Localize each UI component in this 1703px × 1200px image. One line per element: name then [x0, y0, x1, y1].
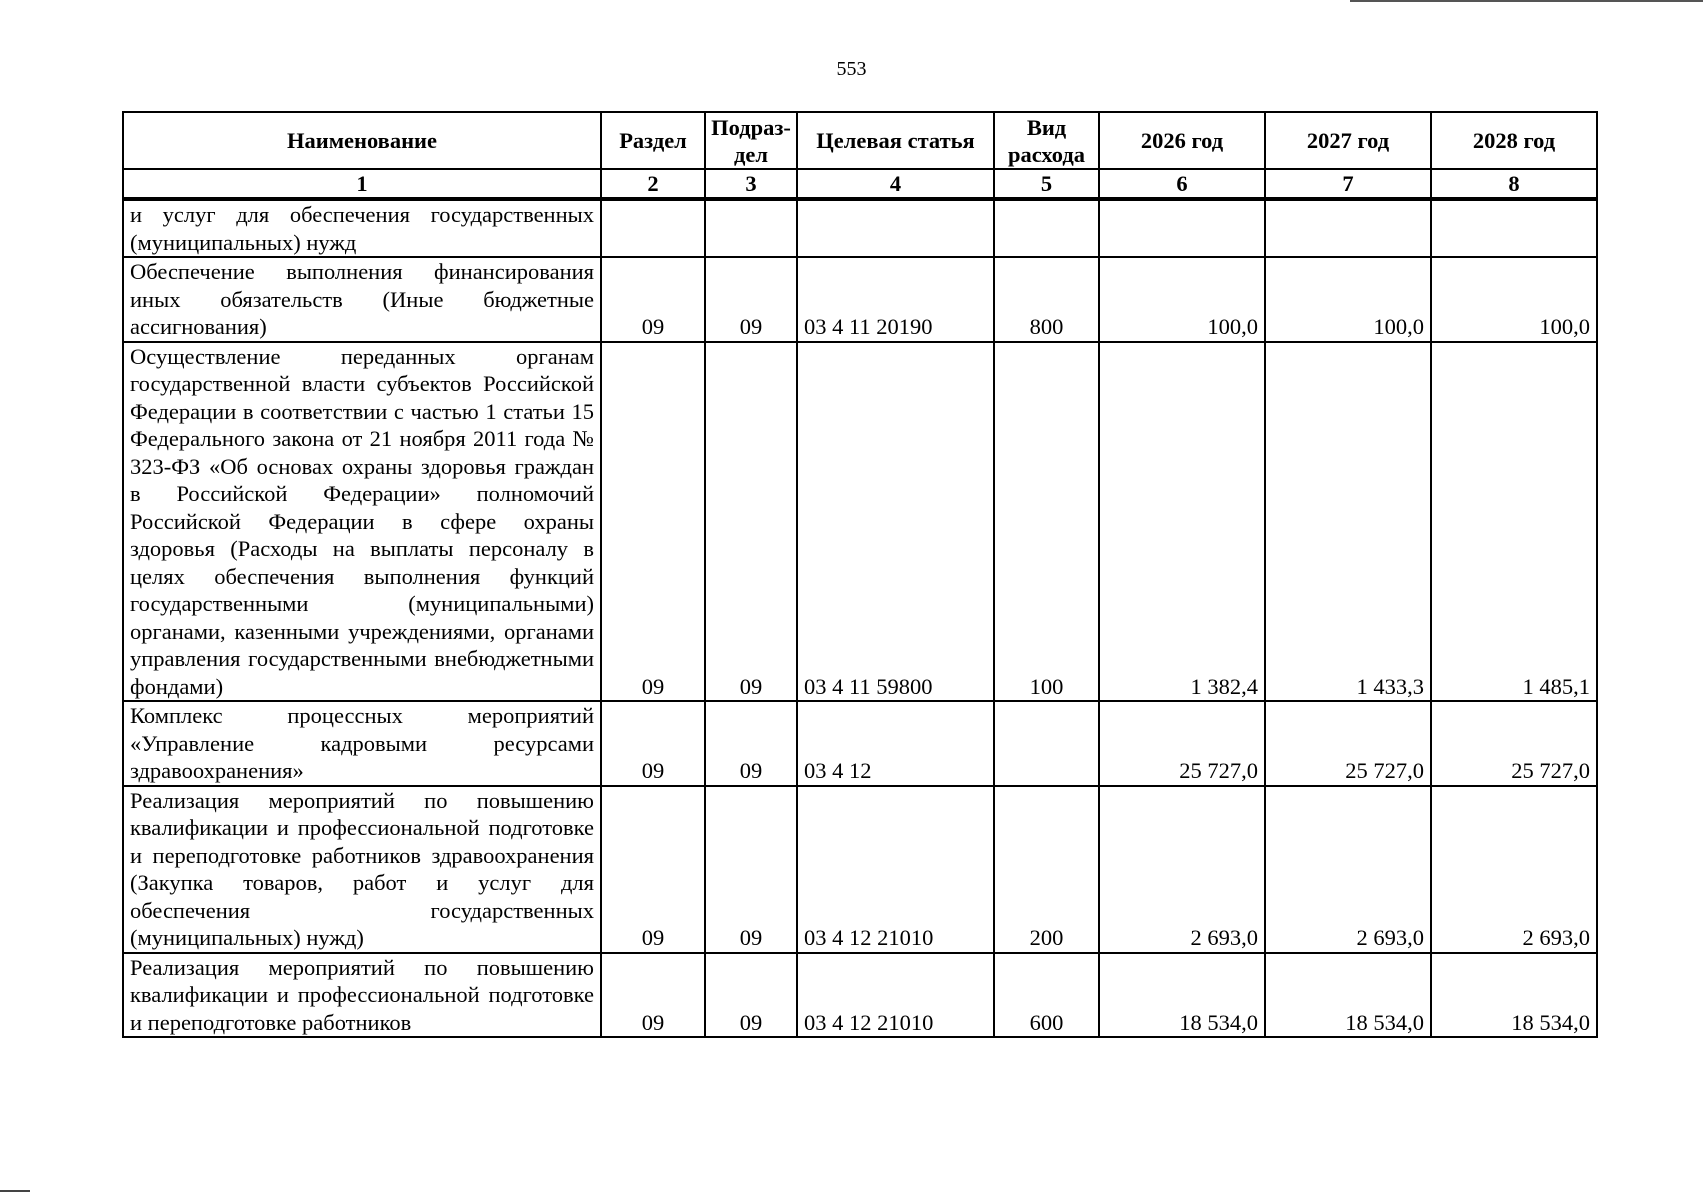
row-amount-2026: 25 727,0	[1099, 701, 1265, 786]
row-name: Обеспечение выполнения финансирования иных обязательств (Иные бюджетные ассигнования)	[123, 257, 601, 342]
row-amount-2028: 100,0	[1431, 257, 1597, 342]
row-name: Реализация мероприятий по повышению квалификации и профессиональной подготовке и переподготовке работников здравоохранения (Закупка товаров, работ и услуг для обеспечения государственных (муниципальных) нужд)	[123, 786, 601, 953]
row-razdel: 09	[601, 701, 705, 786]
row-podrazdel: 09	[705, 257, 797, 342]
header-2028: 2028 год	[1431, 112, 1597, 169]
header-celevaya-statya: Целевая статья	[797, 112, 994, 169]
row-amount-2028: 1 485,1	[1431, 342, 1597, 702]
column-number-row	[123, 169, 1597, 199]
row-amount-2026: 100,0	[1099, 257, 1265, 342]
row-podrazdel: 09	[705, 342, 797, 702]
row-amount-2026: 1 382,4	[1099, 342, 1265, 702]
row-vid-rashoda: 100	[994, 342, 1099, 702]
row-podrazdel	[705, 199, 797, 257]
top-scan-rule	[1350, 0, 1703, 2]
header-2027: 2027 год	[1265, 112, 1431, 169]
row-name: Реализация мероприятий по повышению квалификации и профессиональной подготовке и переподготовке работников	[123, 953, 601, 1038]
column-number: 1	[123, 169, 601, 199]
header-2026: 2026 год	[1099, 112, 1265, 169]
row-celevaya-statya	[797, 199, 994, 257]
column-number: 7	[1265, 169, 1431, 199]
row-amount-2027: 18 534,0	[1265, 953, 1431, 1038]
row-vid-rashoda: 200	[994, 786, 1099, 953]
row-podrazdel: 09	[705, 701, 797, 786]
scan-edge-mark	[0, 1190, 30, 1192]
row-razdel: 09	[601, 342, 705, 702]
row-vid-rashoda	[994, 199, 1099, 257]
row-amount-2028: 25 727,0	[1431, 701, 1597, 786]
budget-table	[122, 111, 1598, 1038]
row-celevaya-statya: 03 4 11 59800	[797, 342, 994, 702]
column-number: 8	[1431, 169, 1597, 199]
row-razdel: 09	[601, 953, 705, 1038]
table-row	[123, 701, 1597, 786]
row-amount-2026	[1099, 199, 1265, 257]
row-podrazdel: 09	[705, 953, 797, 1038]
table-row	[123, 257, 1597, 342]
page-number: 553	[836, 58, 867, 80]
row-amount-2027: 2 693,0	[1265, 786, 1431, 953]
column-number: 3	[705, 169, 797, 199]
row-razdel: 09	[601, 786, 705, 953]
row-amount-2028: 2 693,0	[1431, 786, 1597, 953]
column-number: 6	[1099, 169, 1265, 199]
header-razdel: Раздел	[601, 112, 705, 169]
row-vid-rashoda: 600	[994, 953, 1099, 1038]
row-amount-2028	[1431, 199, 1597, 257]
table-row	[123, 342, 1597, 702]
row-celevaya-statya: 03 4 12 21010	[797, 786, 994, 953]
row-celevaya-statya: 03 4 12	[797, 701, 994, 786]
row-razdel: 09	[601, 257, 705, 342]
row-celevaya-statya: 03 4 12 21010	[797, 953, 994, 1038]
row-name: Осуществление переданных органам государственной власти субъектов Российской Федерации в соответствии с частью 1 статьи 15 Федерального закона от 21 ноября 2011 года № 323-ФЗ «Об основах охраны здоровья граждан в Российской Федерации» полномочий Российской Федерации в сфере охраны здоровья (Расходы на выплаты персоналу в целях обеспечения выполнения функций государственными (муниципальными) органами, казенными учреждениями, органами управления государственными внебюджетными фондами)	[123, 342, 601, 702]
column-number: 5	[994, 169, 1099, 199]
table-row	[123, 953, 1597, 1038]
table-row	[123, 786, 1597, 953]
table-row	[123, 199, 1597, 257]
row-razdel	[601, 199, 705, 257]
row-amount-2027: 1 433,3	[1265, 342, 1431, 702]
row-amount-2028: 18 534,0	[1431, 953, 1597, 1038]
table-header-row	[123, 112, 1597, 169]
row-amount-2027: 100,0	[1265, 257, 1431, 342]
row-name: Комплекс процессных мероприятий «Управление кадровыми ресурсами здравоохранения»	[123, 701, 601, 786]
header-podrazdel: Подраз-дел	[705, 112, 797, 169]
column-number: 2	[601, 169, 705, 199]
row-amount-2026: 2 693,0	[1099, 786, 1265, 953]
header-name: Наименование	[123, 112, 601, 169]
row-celevaya-statya: 03 4 11 20190	[797, 257, 994, 342]
row-amount-2026: 18 534,0	[1099, 953, 1265, 1038]
column-number: 4	[797, 169, 994, 199]
row-amount-2027: 25 727,0	[1265, 701, 1431, 786]
row-name: и услуг для обеспечения государственных (муниципальных) нужд	[123, 199, 601, 257]
header-vid-rashoda: Вид расхода	[994, 112, 1099, 169]
row-vid-rashoda: 800	[994, 257, 1099, 342]
row-podrazdel: 09	[705, 786, 797, 953]
row-amount-2027	[1265, 199, 1431, 257]
row-vid-rashoda	[994, 701, 1099, 786]
